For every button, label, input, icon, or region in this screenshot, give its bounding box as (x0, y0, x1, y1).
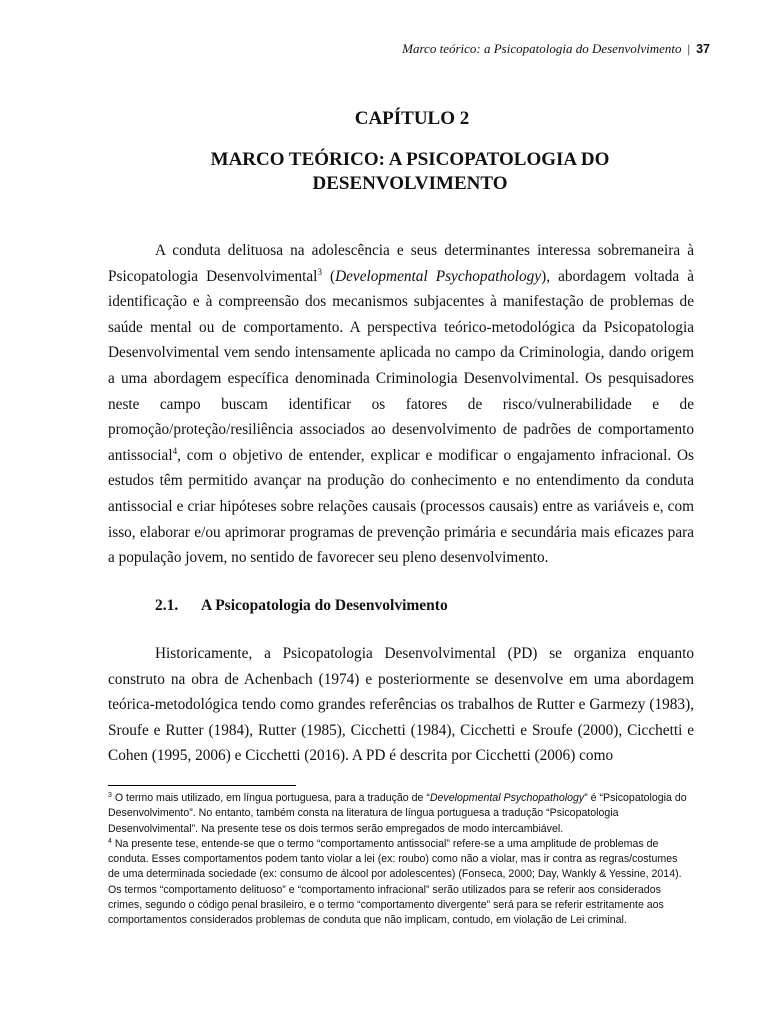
footnote-ref-3: 3 (317, 266, 322, 277)
page-number: 37 (696, 42, 710, 56)
footnote-ref-4: 4 (172, 445, 178, 456)
italic-term-developmental-psychopathology: Developmental Psychopathology (335, 267, 542, 285)
footnote-3-italic-term: Developmental Psychopathology (429, 792, 585, 804)
footnotes (108, 791, 690, 929)
chapter-label: CAPÍTULO 2 (354, 108, 470, 129)
section-heading (155, 597, 448, 615)
section-title: A Psicopatologia do Desenvolvimento (201, 597, 448, 614)
chapter-title-line-1: MARCO TEÓRICO: A PSICOPATOLOGIA DO (210, 149, 610, 170)
footnote-3 (108, 791, 690, 837)
footnote-divider (108, 785, 296, 786)
body-paragraph-1 (108, 238, 694, 571)
footnote-4-mark: 4 (108, 837, 112, 845)
footnote-3-part-1: O termo mais utilizado, em língua portuguesa, para a tradução de “ (111, 792, 430, 804)
header-separator: | (687, 41, 691, 56)
footnote-4-text: Na presente tese, entende-se que o termo “comportamento antissocial” refere-se a uma amplitude de problemas de conduta. Esses comportamentos podem tanto violar a lei (ex: roubo) como não a violar, mas ir contra as regras/costumes de uma determinada sociedade (ex: consumo de álcool por adolescentes) (Fonseca, 2000; Day, Wankly & Yessine, 2014). Os termos “comportamento delituoso” e “comportamento infracional” serão utilizados para se referir aos considerados crimes, segundo o código penal brasileiro, e o termo “comportamento divergente” será para se referir estritamente aos comportamentos considerados problemas de conduta que não implicam, contudo, em violação de Lei criminal. (108, 837, 682, 927)
paragraph-1-part-1: A conduta delituosa na adolescência e seus determinantes interessa sobremaneira à Psicopatologia Desenvolvimental (108, 242, 694, 285)
paragraph-1-part-2: ( (321, 267, 336, 285)
paragraph-2-text: Historicamente, a Psicopatologia Desenvolvimental (PD) se organiza enquanto construto na obra de Achenbach (1974) e posteriormente se desenvolve em uma abordagem teórica-metodológica tendo como grandes referências os trabalhos de Rutter e Garmezy (1983), Sroufe e Rutter (1984), Rutter (1985), Cicchetti (1984), Cicchetti e Sroufe (2000), Cicchetti e Cohen (1995, 2006) e Cicchetti (2016). A PD é descrita por Cicchetti (2006) como (108, 645, 694, 765)
body-paragraph-2 (108, 641, 694, 769)
chapter-title (110, 148, 710, 196)
paragraph-1-part-4: , com o objetivo de entender, explicar e modificar o engajamento infracional. Os estudos têm permitido avançar na produção do conhecimento e no entendimento da conduta antissocial e criar hipóteses sobre relações causais (processos causais) entre as variáveis e, com isso, elaborar e/ou aprimorar programas de prevenção primária e secundária mais eficazes para a população jovem, no sentido de favorecer seu pleno desenvolvimento. (108, 446, 694, 567)
paragraph-1-part-3: ), abordagem voltada à identificação e à compreensão dos mecanismos subjacentes à manifestação de problemas de saúde mental ou de comportamento. A perspectiva teórico-metodológica da Psicopatologia Desenvolvimental vem sendo intensamente aplicada no campo da Criminologia, dando origem a uma abordagem específica denominada Criminologia Desenvolvimental. Os pesquisadores neste campo buscam identificar os fatores de risco/vulnerabilidade e de promoção/proteção/resiliência associados ao desenvolvimento de padrões de comportamento antissocial (108, 267, 694, 464)
running-header (402, 41, 710, 57)
running-title: Marco teórico: a Psicopatologia do Desenvolvimento (402, 41, 682, 56)
paragraph-1-text (108, 238, 694, 571)
footnote-4 (108, 837, 690, 929)
footnote-3-part-2: ” é “Psicopatologia do Desenvolvimento”. No entanto, também consta na literatura de língua portuguesa a tradução “Psicopatologia Desenvolvimental”. Na presente tese os dois termos serão empregados de modo intercambiável. (108, 792, 687, 835)
section-number: 2.1. (155, 597, 179, 614)
chapter-title-line-2: DESENVOLVIMENTO (312, 173, 508, 194)
footnote-3-mark: 3 (108, 792, 112, 799)
